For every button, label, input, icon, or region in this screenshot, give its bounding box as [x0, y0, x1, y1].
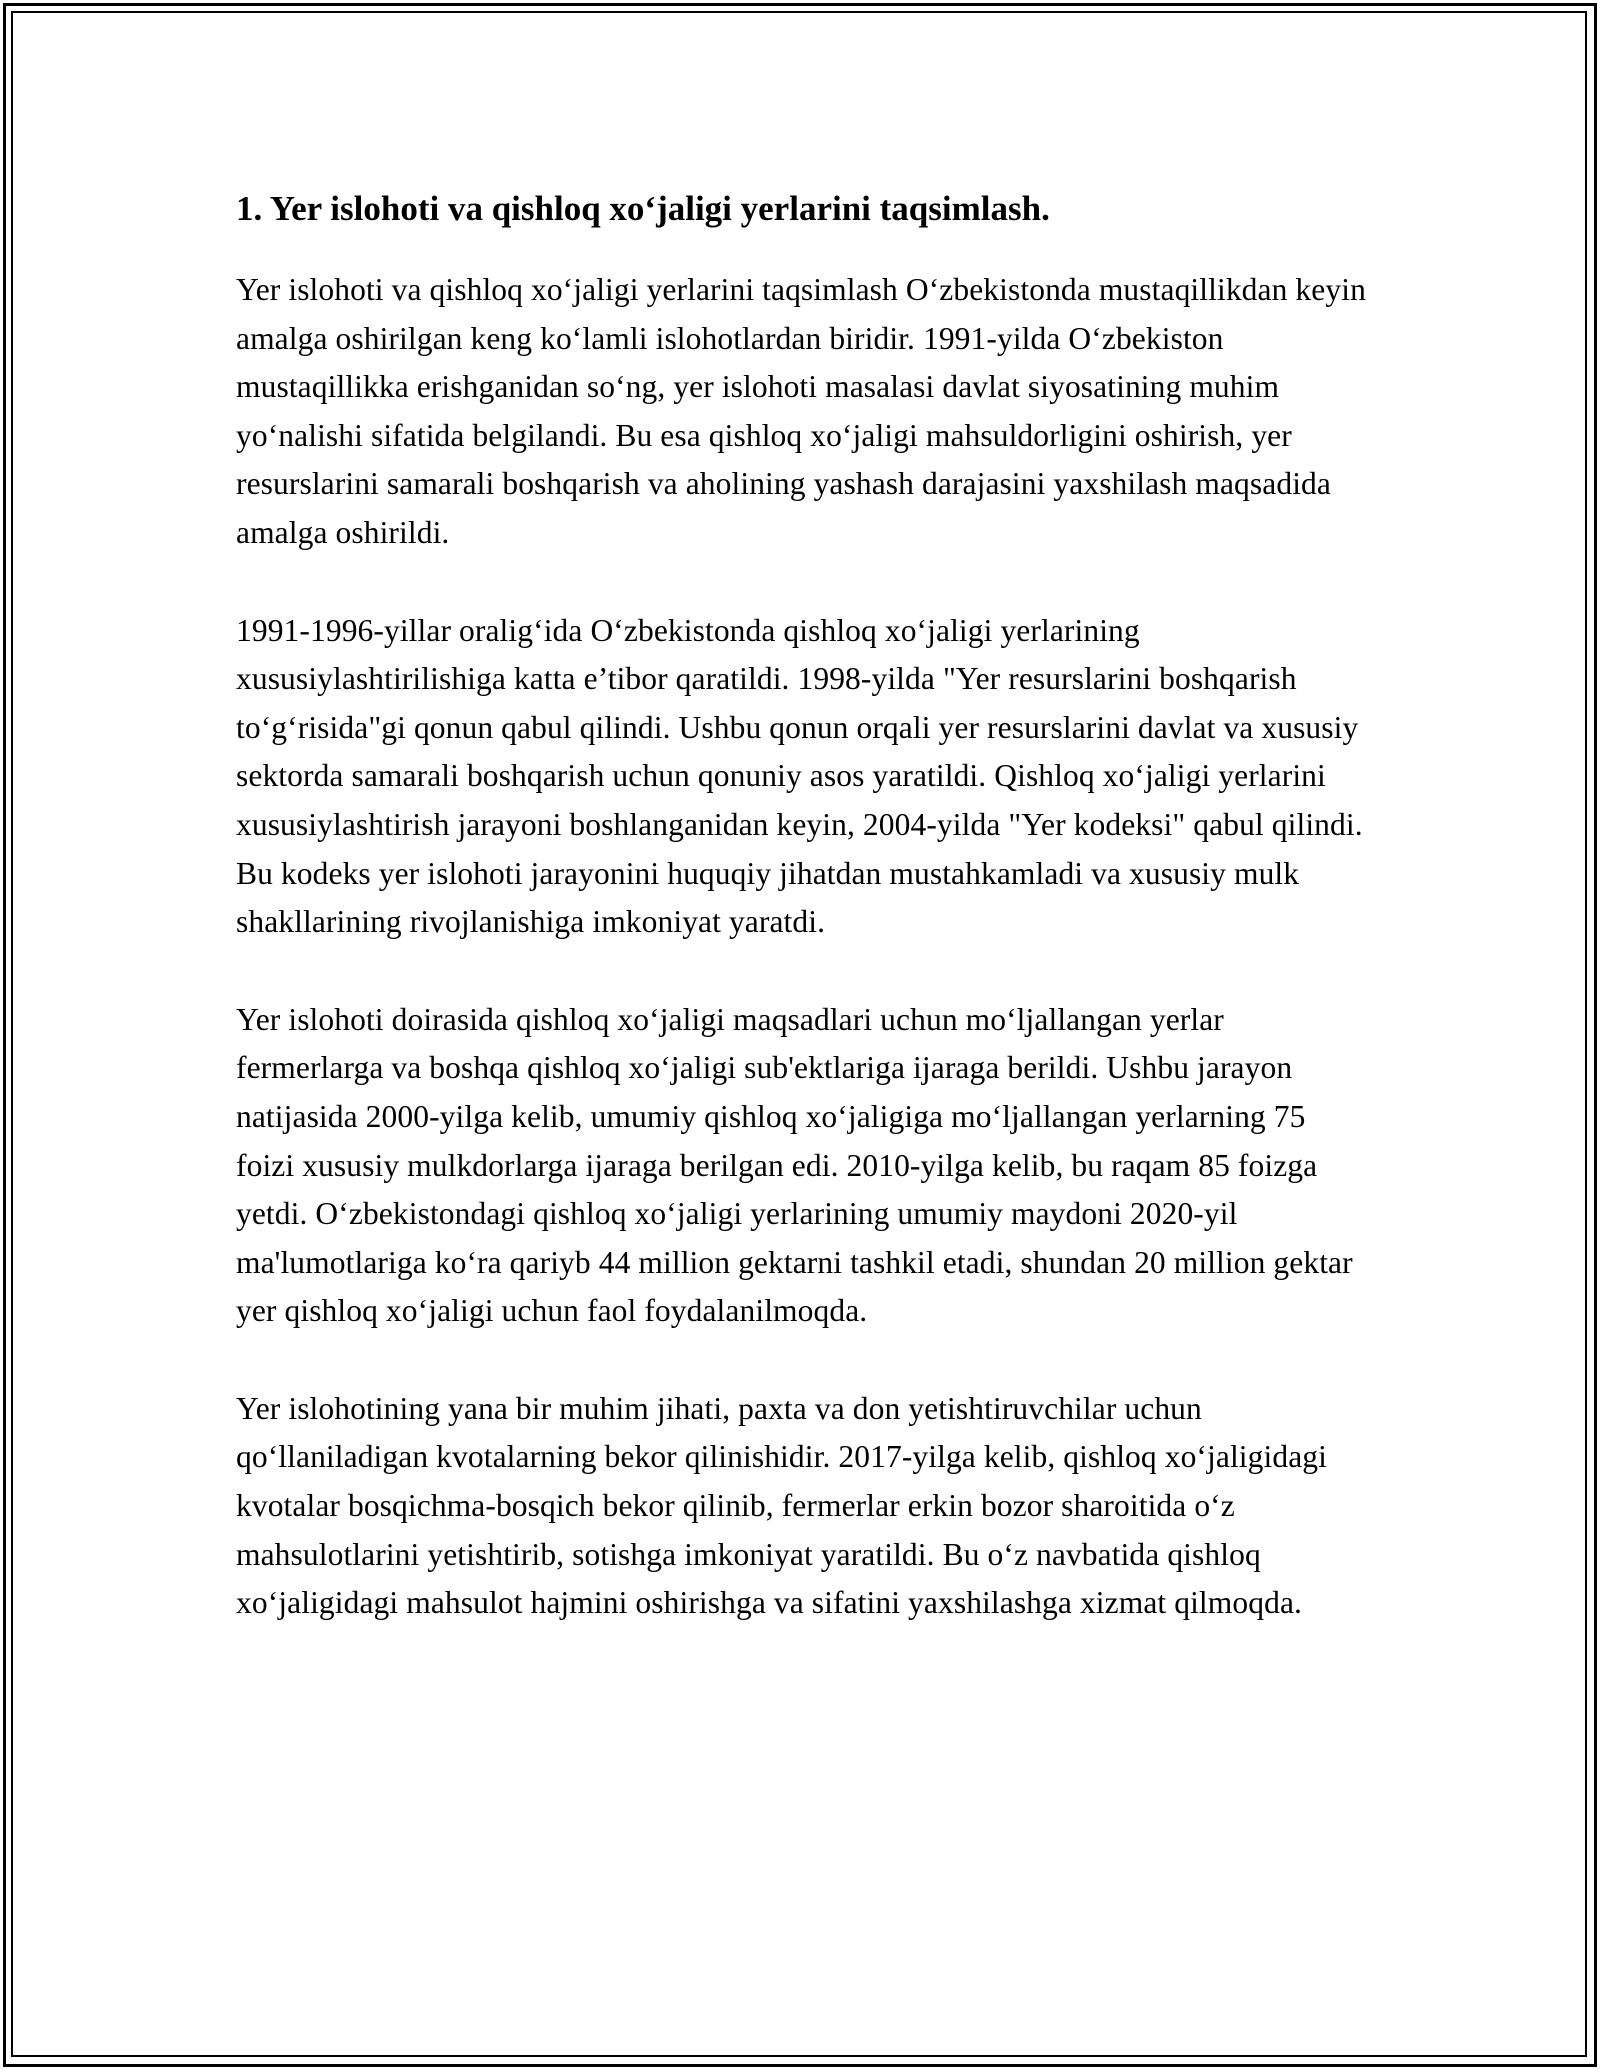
- section-heading: 1. Yer islohoti va qishloq xo‘jaligi yerlarini taqsimlash.: [236, 189, 1050, 228]
- paragraph-4: Yer islohotining yana bir muhim jihati, paxta va don yetishtiruvchilar uchun qo‘llaniladigan kvotalarning bekor qilinishidir. 2017-yilga kelib, qishloq xo‘jaligidagi kvotalar bosqichma-bosqich bekor qilinib, fermerlar erkin bozor sharoitida o‘z mahsulotlarini yetishtirib, sotishga imkoniyat yaratildi. Bu o‘z navbatida qishloq xo‘jaligidagi mahsulot hajmini oshirishga va sifatini yaxshilashga xizmat qilmoqda.: [236, 1390, 1327, 1621]
- paragraph-3: Yer islohoti doirasida qishloq xo‘jaligi maqsadlari uchun mo‘ljallangan yerlar fermerlarga va boshqa qishloq xo‘jaligi sub'ektlariga ijaraga berildi. Ushbu jarayon natijasida 2000-yilga kelib, umumiy qishloq xo‘jaligiga mo‘ljallangan yerlarning 75 foizi xususiy mulkdorlarga ijaraga berilgan edi. 2010-yilga kelib, bu raqam 85 foizga yetdi. O‘zbekistondagi qishloq xo‘jaligi yerlarining umumiy maydoni 2020-yil ma'lumotlariga ko‘ra qariyb 44 million gektarni tashkil etadi, shundan 20 million gektar yer qishloq xo‘jaligi uchun faol foydalanilmoqda.: [236, 1001, 1353, 1329]
- document-body: [236, 186, 1366, 1628]
- paragraph-1: Yer islohoti va qishloq xo‘jaligi yerlarini taqsimlash O‘zbekistonda mustaqillikdan keyin amalga oshirilgan keng ko‘lamli islohotlardan biridir. 1991-yilda O‘zbekiston mustaqillikka erishganidan so‘ng, yer islohoti masalasi davlat siyosatining muhim yo‘nalishi sifatida belgilandi. Bu esa qishloq xo‘jaligi mahsuldorligini oshirish, yer resurslarini samarali boshqarish va aholining yashash darajasini yaxshilash maqsadida amalga oshirildi.: [236, 272, 1366, 550]
- paragraph-2: 1991-1996-yillar oralig‘ida O‘zbekistonda qishloq xo‘jaligi yerlarining xususiylashtirilishiga katta e’tibor qaratildi. 1998-yilda "Yer resurslarini boshqarish to‘g‘risida"gi qonun qabul qilindi. Ushbu qonun orqali yer resurslarini davlat va xususiy sektorda samarali boshqarish uchun qonuniy asos yaratildi. Qishloq xo‘jaligi yerlarini xususiylashtirish jarayoni boshlanganidan keyin, 2004-yilda "Yer kodeksi" qabul qilindi. Bu kodeks yer islohoti jarayonini huquqiy jihatdan mustahkamladi va xususiy mulk shakllarining rivojlanishiga imkoniyat yaratdi.: [236, 612, 1363, 940]
